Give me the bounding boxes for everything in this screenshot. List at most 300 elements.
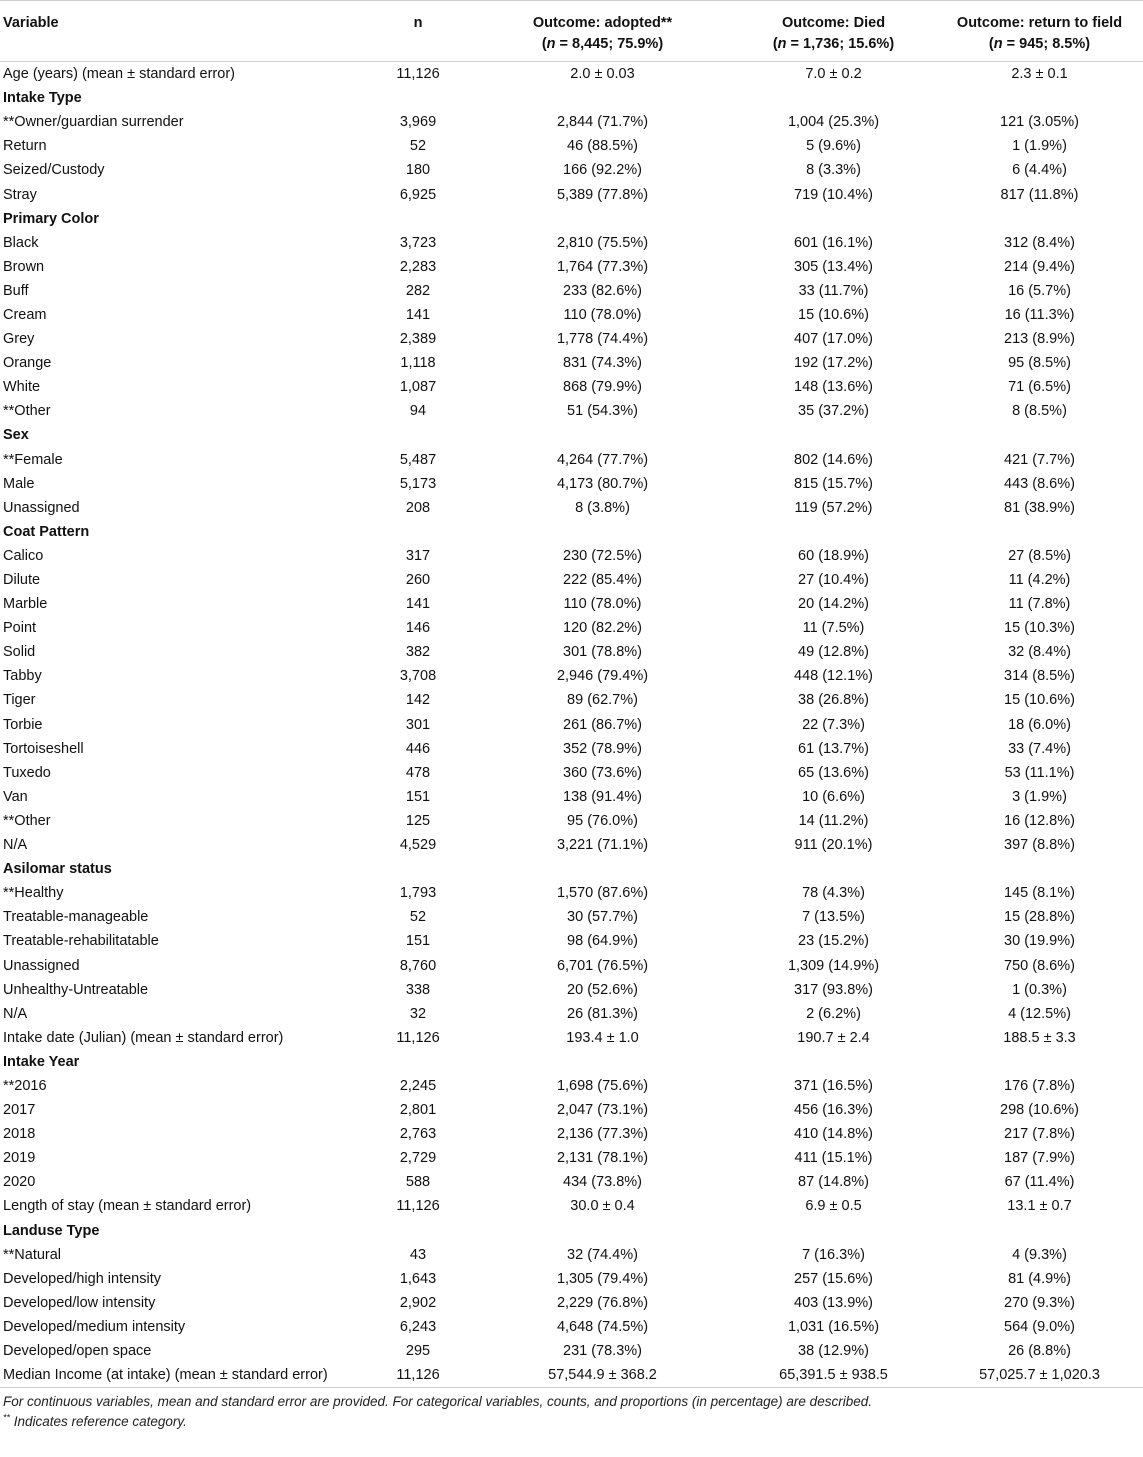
row-variable-cell: Solid: [3, 644, 36, 661]
row-adopted-cell: 3,221 (71.1%): [556, 837, 649, 854]
row-variable-cell: 2020: [3, 1174, 36, 1191]
row-died-cell: 33 (11.7%): [798, 282, 869, 299]
row-died-cell: 911 (20.1%): [794, 837, 873, 854]
row-variable-cell: Van: [3, 788, 28, 805]
row-return-to-field-cell: 16 (5.7%): [1008, 282, 1071, 299]
row-variable-cell: Tiger: [3, 692, 36, 709]
table-row: [0, 929, 1143, 953]
table-row: [0, 351, 1143, 375]
table-row: [0, 255, 1143, 279]
row-died-cell: 802 (14.6%): [794, 451, 873, 468]
table-row: [0, 640, 1143, 664]
row-died-cell: 371 (16.5%): [794, 1077, 873, 1094]
row-variable-cell: Unassigned: [3, 499, 80, 516]
table-row: [0, 110, 1143, 134]
row-return-to-field-cell: 145 (8.1%): [1004, 885, 1075, 902]
header-rtf-sub-prefix: (: [988, 36, 994, 52]
row-return-to-field-cell: 16 (12.8%): [1004, 812, 1075, 829]
row-adopted-cell: 2,810 (75.5%): [556, 234, 649, 251]
row-variable-cell: Tortoiseshell: [3, 740, 84, 757]
header-n: n: [362, 1, 474, 62]
row-variable-cell: **2016: [3, 1077, 47, 1094]
row-return-to-field-cell: 13.1 ± 0.7: [1007, 1198, 1072, 1215]
row-n-cell: 11,126: [396, 1367, 440, 1384]
header-died-sub: [773, 36, 894, 52]
row-variable-cell: Age (years) (mean ± standard error): [3, 66, 235, 83]
row-died-cell: 65 (13.6%): [798, 764, 869, 781]
table-row: [0, 1146, 1143, 1170]
row-adopted-cell: 1,570 (87.6%): [556, 885, 649, 902]
row-adopted-cell: 230 (72.5%): [563, 547, 642, 564]
row-died-cell: 22 (7.3%): [802, 716, 865, 733]
row-adopted-cell: 868 (79.9%): [563, 379, 642, 396]
row-variable-cell: **Other: [3, 403, 51, 420]
row-died-cell: 192 (17.2%): [794, 355, 873, 372]
row-adopted-cell: 51 (54.3%): [567, 403, 638, 420]
row-died-cell: 456 (16.3%): [794, 1102, 873, 1119]
row-return-to-field-cell: 30 (19.9%): [1004, 933, 1075, 950]
row-n-cell: 6,243: [399, 1318, 437, 1335]
table-row: [0, 158, 1143, 182]
row-adopted-cell: 434 (73.8%): [563, 1174, 642, 1191]
row-return-to-field-cell: 176 (7.8%): [1004, 1077, 1075, 1094]
row-variable-cell: Marble: [3, 596, 48, 613]
row-died-cell: 15 (10.6%): [798, 306, 869, 323]
row-return-to-field-cell: 16 (11.3%): [1004, 306, 1075, 323]
row-n-cell: 3,723: [399, 234, 437, 251]
row-variable-cell: **Owner/guardian surrender: [3, 114, 184, 131]
row-adopted-cell: 98 (64.9%): [567, 933, 638, 950]
row-n-cell: 446: [405, 740, 431, 757]
table-row: [0, 616, 1143, 640]
row-died-cell: 7 (16.3%): [802, 1246, 865, 1263]
table-row: [0, 833, 1143, 857]
row-variable-cell: **Natural: [3, 1246, 62, 1263]
table-row: [0, 881, 1143, 905]
row-variable-cell: Unassigned: [3, 957, 80, 974]
section-label: Intake Type: [3, 90, 82, 107]
table-row: [0, 1243, 1143, 1267]
row-variable-cell: Tuxedo: [3, 764, 51, 781]
row-adopted-cell: 360 (73.6%): [563, 764, 642, 781]
row-died-cell: 78 (4.3%): [802, 885, 865, 902]
row-died-cell: 6.9 ± 0.5: [805, 1198, 862, 1215]
row-died-cell: 411 (15.1%): [794, 1150, 873, 1167]
row-n-cell: 151: [405, 788, 431, 805]
row-variable-cell: 2019: [3, 1150, 36, 1167]
row-return-to-field-cell: 67 (11.4%): [1004, 1174, 1075, 1191]
row-adopted-cell: 89 (62.7%): [567, 692, 638, 709]
row-died-cell: 5 (9.6%): [806, 138, 861, 155]
section-header-row: [0, 207, 1143, 231]
row-died-cell: 410 (14.8%): [794, 1126, 873, 1143]
row-adopted-cell: 193.4 ± 1.0: [566, 1029, 639, 1046]
row-n-cell: 2,801: [399, 1102, 437, 1119]
row-adopted-cell: 301 (78.8%): [563, 644, 642, 661]
table-row: [0, 785, 1143, 809]
row-return-to-field-cell: 15 (10.6%): [1004, 692, 1075, 709]
row-n-cell: 2,763: [399, 1126, 437, 1143]
row-return-to-field-cell: 71 (6.5%): [1008, 379, 1071, 396]
table-row: [0, 1098, 1143, 1122]
row-n-cell: 52: [409, 138, 427, 155]
section-header-row: [0, 1219, 1143, 1243]
row-adopted-cell: 138 (91.4%): [563, 788, 642, 805]
header-row: [0, 1, 1143, 62]
row-died-cell: 1,309 (14.9%): [787, 957, 880, 974]
table-row: [0, 664, 1143, 688]
row-variable-cell: Treatable-manageable: [3, 909, 149, 926]
row-adopted-cell: 1,778 (74.4%): [556, 331, 649, 348]
row-n-cell: 317: [405, 547, 431, 564]
row-adopted-cell: 831 (74.3%): [563, 355, 642, 372]
row-adopted-cell: 32 (74.4%): [567, 1246, 638, 1263]
row-died-cell: 403 (13.9%): [794, 1294, 873, 1311]
row-died-cell: 190.7 ± 2.4: [797, 1029, 870, 1046]
row-n-cell: 2,389: [399, 331, 437, 348]
table-row: [0, 448, 1143, 472]
row-return-to-field-cell: 11 (7.8%): [1008, 596, 1071, 613]
row-variable-cell: **Other: [3, 812, 51, 829]
row-adopted-cell: 2,047 (73.1%): [556, 1102, 649, 1119]
table-row: [0, 978, 1143, 1002]
row-died-cell: 2 (6.2%): [806, 1005, 861, 1022]
row-n-cell: 180: [405, 162, 431, 179]
row-n-cell: 2,729: [399, 1150, 437, 1167]
table-row: [0, 1026, 1143, 1050]
row-variable-cell: N/A: [3, 837, 28, 854]
header-died-sub-prefix: (: [772, 36, 778, 52]
row-adopted-cell: 4,173 (80.7%): [556, 475, 649, 492]
row-n-cell: 142: [405, 692, 431, 709]
section-header-row: [0, 520, 1143, 544]
row-n-cell: 146: [405, 620, 431, 637]
row-died-cell: 8 (3.3%): [806, 162, 861, 179]
row-died-cell: 35 (37.2%): [798, 403, 869, 420]
row-return-to-field-cell: 32 (8.4%): [1008, 644, 1071, 661]
row-return-to-field-cell: 314 (8.5%): [1004, 668, 1075, 685]
header-adopted-sub: [542, 36, 663, 52]
table-row: [0, 231, 1143, 255]
row-died-cell: 148 (13.6%): [794, 379, 873, 396]
row-died-cell: 119 (57.2%): [794, 499, 873, 516]
row-died-cell: 257 (15.6%): [794, 1270, 873, 1287]
row-return-to-field-cell: 270 (9.3%): [1004, 1294, 1075, 1311]
table-row: [0, 568, 1143, 592]
row-adopted-cell: 2,131 (78.1%): [556, 1150, 649, 1167]
header-died-sub-rest: = 1,736; 15.6%): [786, 36, 895, 52]
row-return-to-field-cell: 213 (8.9%): [1004, 331, 1075, 348]
row-return-to-field-cell: 81 (4.9%): [1008, 1270, 1071, 1287]
table-row: [0, 182, 1143, 206]
section-label: Sex: [3, 427, 29, 444]
table-row: [0, 472, 1143, 496]
table-row: [0, 303, 1143, 327]
row-variable-cell: Developed/medium intensity: [3, 1318, 186, 1335]
row-adopted-cell: 2,229 (76.8%): [556, 1294, 649, 1311]
row-variable-cell: 2017: [3, 1102, 36, 1119]
row-return-to-field-cell: 15 (28.8%): [1004, 909, 1075, 926]
row-died-cell: 601 (16.1%): [794, 234, 873, 251]
table-row: [0, 62, 1143, 87]
row-return-to-field-cell: 3 (1.9%): [1012, 788, 1067, 805]
row-adopted-cell: 30.0 ± 0.4: [570, 1198, 635, 1215]
table-row: [0, 1122, 1143, 1146]
row-n-cell: 260: [405, 572, 431, 589]
row-adopted-cell: 120 (82.2%): [563, 620, 642, 637]
table-row: [0, 1002, 1143, 1026]
header-adopted-sub-n: n: [546, 36, 556, 52]
row-n-cell: 2,245: [399, 1077, 437, 1094]
row-died-cell: 49 (12.8%): [798, 644, 869, 661]
row-adopted-cell: 2,844 (71.7%): [556, 114, 649, 131]
table-row: [0, 1363, 1143, 1387]
row-died-cell: 305 (13.4%): [794, 258, 873, 275]
row-adopted-cell: 231 (78.3%): [563, 1343, 642, 1360]
row-return-to-field-cell: 421 (7.7%): [1004, 451, 1075, 468]
table-row: [0, 399, 1143, 423]
row-return-to-field-cell: 187 (7.9%): [1004, 1150, 1075, 1167]
row-died-cell: 27 (10.4%): [798, 572, 869, 589]
row-variable-cell: Cream: [3, 306, 47, 323]
row-adopted-cell: 5,389 (77.8%): [556, 186, 649, 203]
header-variable: Variable: [0, 1, 362, 62]
header-adopted-sub-rest: = 8,445; 75.9%): [555, 36, 664, 52]
row-variable-cell: Black: [3, 234, 39, 251]
row-died-cell: 38 (26.8%): [798, 692, 869, 709]
row-return-to-field-cell: 81 (38.9%): [1004, 499, 1075, 516]
row-adopted-cell: 8 (3.8%): [575, 499, 630, 516]
row-n-cell: 43: [409, 1246, 427, 1263]
row-n-cell: 282: [405, 282, 431, 299]
row-return-to-field-cell: 27 (8.5%): [1008, 547, 1071, 564]
row-died-cell: 61 (13.7%): [798, 740, 869, 757]
row-n-cell: 151: [405, 933, 431, 950]
row-n-cell: 11,126: [396, 66, 440, 83]
row-n-cell: 2,902: [399, 1294, 437, 1311]
row-n-cell: 141: [405, 306, 431, 323]
row-adopted-cell: 4,264 (77.7%): [556, 451, 649, 468]
row-variable-cell: Developed/high intensity: [3, 1270, 161, 1287]
table-row: [0, 496, 1143, 520]
row-return-to-field-cell: 121 (3.05%): [1000, 114, 1079, 131]
row-variable-cell: Grey: [3, 331, 35, 348]
footnotes: [0, 1388, 1143, 1432]
row-return-to-field-cell: 4 (9.3%): [1012, 1246, 1067, 1263]
row-n-cell: 32: [409, 1005, 427, 1022]
row-died-cell: 65,391.5 ± 938.5: [779, 1367, 888, 1384]
table-row: [0, 737, 1143, 761]
section-header-row: [0, 86, 1143, 110]
table-row: [0, 327, 1143, 351]
row-n-cell: 5,487: [399, 451, 437, 468]
table-row: [0, 761, 1143, 785]
row-return-to-field-cell: 53 (11.1%): [1004, 764, 1075, 781]
row-adopted-cell: 110 (78.0%): [563, 596, 642, 613]
row-variable-cell: Seized/Custody: [3, 162, 105, 179]
section-label: Landuse Type: [3, 1222, 100, 1239]
section-header-row: [0, 857, 1143, 881]
row-return-to-field-cell: 8 (8.5%): [1012, 403, 1067, 420]
row-died-cell: 7 (13.5%): [802, 909, 865, 926]
row-n-cell: 1,643: [399, 1270, 437, 1287]
row-return-to-field-cell: 443 (8.6%): [1004, 475, 1075, 492]
row-variable-cell: N/A: [3, 1005, 28, 1022]
row-adopted-cell: 1,764 (77.3%): [556, 258, 649, 275]
row-variable-cell: Tabby: [3, 668, 42, 685]
row-variable-cell: Developed/low intensity: [3, 1294, 156, 1311]
row-return-to-field-cell: 817 (11.8%): [1000, 186, 1079, 203]
row-return-to-field-cell: 2.3 ± 0.1: [1011, 66, 1068, 83]
row-return-to-field-cell: 15 (10.3%): [1004, 620, 1075, 637]
row-died-cell: 317 (93.8%): [794, 981, 873, 998]
row-died-cell: 407 (17.0%): [794, 331, 873, 348]
row-adopted-cell: 2,136 (77.3%): [556, 1126, 649, 1143]
row-adopted-cell: 4,648 (74.5%): [556, 1318, 649, 1335]
row-return-to-field-cell: 1 (0.3%): [1012, 981, 1067, 998]
row-adopted-cell: 30 (57.7%): [567, 909, 638, 926]
row-n-cell: 3,708: [399, 668, 437, 685]
table-row: [0, 1074, 1143, 1098]
section-header-row: [0, 1050, 1143, 1074]
row-return-to-field-cell: 11 (4.2%): [1008, 572, 1071, 589]
row-n-cell: 141: [405, 596, 431, 613]
header-adopted: [474, 1, 731, 62]
row-n-cell: 6,925: [399, 186, 437, 203]
header-rtf-sub-rest: = 945; 8.5%): [1002, 36, 1091, 52]
header-adopted-sub-prefix: (: [541, 36, 547, 52]
row-n-cell: 588: [405, 1174, 431, 1191]
row-died-cell: 10 (6.6%): [802, 788, 865, 805]
row-n-cell: 382: [405, 644, 431, 661]
row-variable-cell: Length of stay (mean ± standard error): [3, 1198, 252, 1215]
section-label: Intake Year: [3, 1053, 80, 1070]
row-return-to-field-cell: 217 (7.8%): [1004, 1126, 1075, 1143]
row-variable-cell: Dilute: [3, 572, 41, 589]
row-n-cell: 2,283: [399, 258, 437, 275]
row-n-cell: 52: [409, 909, 427, 926]
header-died-sub-n: n: [777, 36, 787, 52]
row-return-to-field-cell: 26 (8.8%): [1008, 1343, 1071, 1360]
row-died-cell: 1,031 (16.5%): [787, 1318, 880, 1335]
table-body: [0, 62, 1143, 1388]
row-n-cell: 11,126: [396, 1029, 440, 1046]
row-died-cell: 87 (14.8%): [798, 1174, 869, 1191]
row-adopted-cell: 261 (86.7%): [563, 716, 642, 733]
header-died: [731, 1, 936, 62]
row-return-to-field-cell: 18 (6.0%): [1008, 716, 1071, 733]
row-variable-cell: Calico: [3, 547, 44, 564]
row-adopted-cell: 95 (76.0%): [567, 812, 638, 829]
row-n-cell: 11,126: [396, 1198, 440, 1215]
row-return-to-field-cell: 4 (12.5%): [1008, 1005, 1071, 1022]
row-return-to-field-cell: 397 (8.8%): [1004, 837, 1075, 854]
row-n-cell: 1,118: [400, 355, 436, 372]
row-n-cell: 4,529: [399, 837, 437, 854]
row-return-to-field-cell: 214 (9.4%): [1004, 258, 1075, 275]
row-variable-cell: White: [3, 379, 41, 396]
row-return-to-field-cell: 33 (7.4%): [1008, 740, 1071, 757]
row-variable-cell: Return: [3, 138, 47, 155]
row-variable-cell: Orange: [3, 355, 52, 372]
row-variable-cell: Stray: [3, 186, 37, 203]
table-row: [0, 1267, 1143, 1291]
row-return-to-field-cell: 1 (1.9%): [1012, 138, 1067, 155]
table-row: [0, 375, 1143, 399]
row-variable-cell: Developed/open space: [3, 1343, 152, 1360]
row-variable-cell: Brown: [3, 258, 45, 275]
table-row: [0, 1194, 1143, 1218]
row-variable-cell: **Female: [3, 451, 63, 468]
row-return-to-field-cell: 564 (9.0%): [1004, 1318, 1075, 1335]
row-n-cell: 8,760: [399, 957, 437, 974]
row-n-cell: 94: [409, 403, 427, 420]
row-adopted-cell: 46 (88.5%): [567, 138, 638, 155]
row-n-cell: 295: [405, 1343, 431, 1360]
row-died-cell: 7.0 ± 0.2: [805, 66, 862, 83]
row-died-cell: 1,004 (25.3%): [787, 114, 880, 131]
row-adopted-cell: 1,698 (75.6%): [556, 1077, 649, 1094]
row-return-to-field-cell: 750 (8.6%): [1004, 957, 1075, 974]
footnote-2-mark: **: [3, 1412, 11, 1423]
row-died-cell: 815 (15.7%): [794, 475, 873, 492]
row-n-cell: 5,173: [399, 475, 437, 492]
table-row: [0, 544, 1143, 568]
row-variable-cell: Treatable-rehabilitatable: [3, 933, 159, 950]
section-label: Coat Pattern: [3, 523, 90, 540]
row-died-cell: 448 (12.1%): [794, 668, 873, 685]
row-return-to-field-cell: 95 (8.5%): [1008, 355, 1071, 372]
row-adopted-cell: 166 (92.2%): [563, 162, 642, 179]
table-row: [0, 592, 1143, 616]
row-n-cell: 478: [405, 764, 431, 781]
row-died-cell: 60 (18.9%): [798, 547, 869, 564]
row-n-cell: 1,793: [399, 885, 437, 902]
header-rtf-sub: [989, 36, 1090, 52]
footnote-2-text: Indicates reference category.: [10, 1414, 187, 1430]
row-died-cell: 14 (11.2%): [798, 812, 869, 829]
row-return-to-field-cell: 298 (10.6%): [1000, 1102, 1079, 1119]
row-return-to-field-cell: 188.5 ± 3.3: [1003, 1029, 1076, 1046]
row-variable-cell: Intake date (Julian) (mean ± standard error): [3, 1029, 284, 1046]
row-adopted-cell: 57,544.9 ± 368.2: [548, 1367, 657, 1384]
section-label: Asilomar status: [3, 861, 112, 878]
section-label: Primary Color: [3, 210, 99, 227]
header-adopted-title: Outcome: adopted**: [532, 15, 673, 31]
row-variable-cell: Male: [3, 475, 35, 492]
row-adopted-cell: 2,946 (79.4%): [556, 668, 649, 685]
header-rtf-sub-n: n: [993, 36, 1003, 52]
table-row: [0, 953, 1143, 977]
table-row: [0, 1339, 1143, 1363]
row-return-to-field-cell: 6 (4.4%): [1012, 162, 1067, 179]
row-died-cell: 38 (12.9%): [798, 1343, 869, 1360]
row-n-cell: 301: [405, 716, 431, 733]
row-variable-cell: Unhealthy-Untreatable: [3, 981, 149, 998]
row-n-cell: 338: [405, 981, 431, 998]
row-n-cell: 125: [405, 812, 431, 829]
row-return-to-field-cell: 57,025.7 ± 1,020.3: [979, 1367, 1100, 1384]
table-row: [0, 279, 1143, 303]
row-adopted-cell: 352 (78.9%): [563, 740, 642, 757]
table-row: [0, 809, 1143, 833]
table-row: [0, 688, 1143, 712]
row-n-cell: 1,087: [399, 379, 437, 396]
table-row: [0, 1291, 1143, 1315]
table-header: [0, 1, 1143, 62]
header-died-title: Outcome: Died: [781, 15, 886, 31]
table-row: [0, 134, 1143, 158]
